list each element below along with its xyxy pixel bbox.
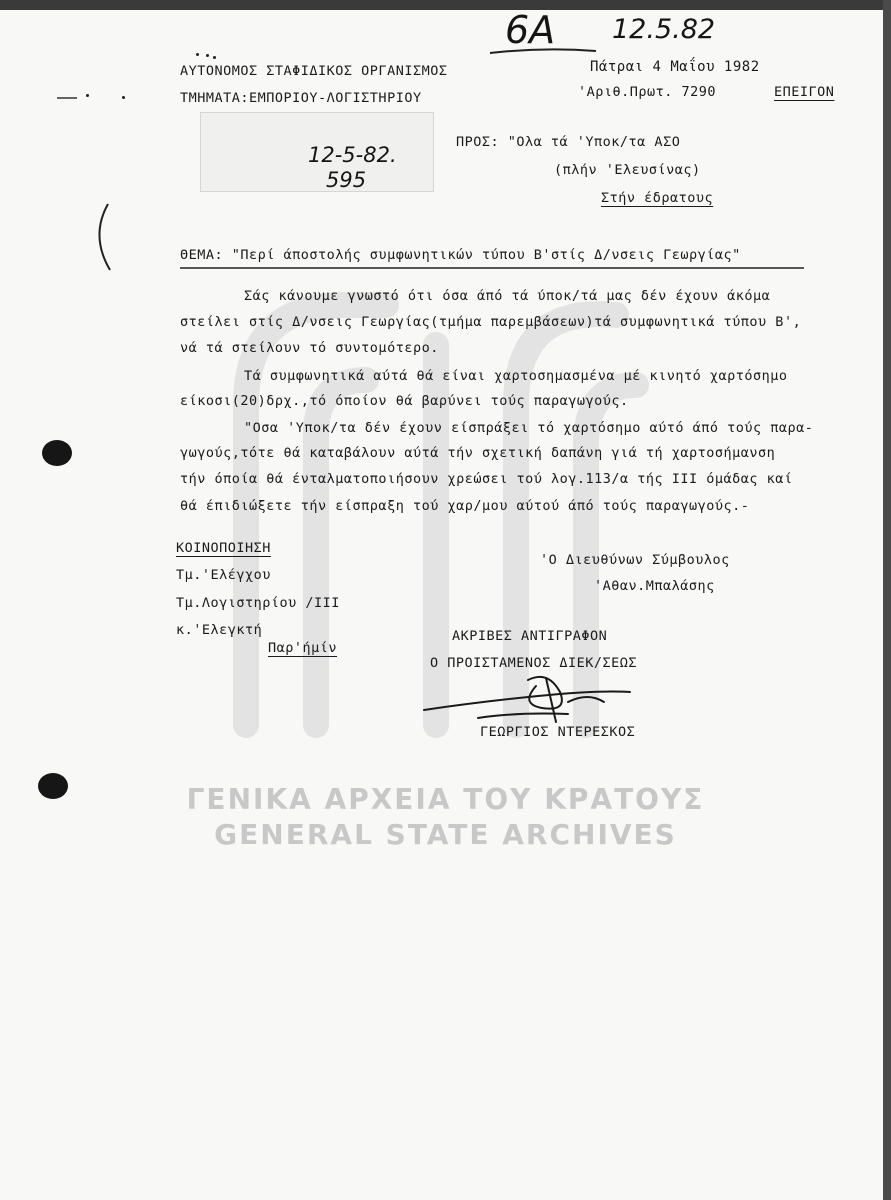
departments-line: ΤΜΗΜΑΤΑ:ΕΜΠΟΡΙΟΥ-ΛΟΓΙΣΤΗΡΙΟΥ bbox=[180, 90, 422, 106]
handwritten-date: 12.5.82 bbox=[612, 14, 716, 45]
notification-item-control: Τμ.'Ελέγχου bbox=[176, 567, 271, 583]
scan-speck bbox=[213, 56, 216, 59]
recipient-location: Στήν έδρατους bbox=[601, 190, 714, 206]
notification-note: Παρ'ήμίν bbox=[268, 640, 338, 656]
notification-item-auditor: κ.'Ελεγκτή bbox=[176, 622, 263, 638]
body-p2-line2: είκοσι(20)δρχ.,τό όποίον θά βαρύνει τούς παραγωγούς. bbox=[180, 393, 629, 409]
body-p1-line3: νά τά στείλουν τό συντομότερο. bbox=[180, 340, 439, 356]
archive-watermark-english: GENERAL STATE ARCHIVES bbox=[214, 818, 677, 851]
body-p3-line3: τήν όποία θά ένταλματοποιήσουν χρεώσει τού λογ.113/α τής ΙΙΙ όμάδας καί bbox=[180, 471, 793, 487]
handwritten-underline bbox=[488, 46, 598, 56]
scan-mark bbox=[55, 94, 85, 102]
body-p1-line2: στείλει στίς Δ/νσεις Γεωργίας(τμήμα παρεμβάσεων)τά συμφωνητικά τύπου Β', bbox=[180, 314, 802, 330]
stamp-date-handwritten: 12-5-82. bbox=[308, 143, 397, 167]
body-p3-line4: θά έπιδιώξετε τήν είσπραξη τού χαρ/μου αύτού άπό τούς παραγωγούς.- bbox=[180, 498, 750, 514]
scan-speck bbox=[196, 53, 199, 56]
scan-speck bbox=[86, 94, 89, 97]
signatory-name: 'Αθαν.Μπαλάσης bbox=[594, 578, 715, 594]
certified-copy-role: Ο ΠΡΟΙΣΤΑΜΕΝΟΣ ΔΙΕΚ/ΣΕΩΣ bbox=[430, 655, 638, 671]
recipient-exception: (πλήν 'Ελευσίνας) bbox=[554, 162, 701, 178]
organization-name: ΑΥΤΟΝΟΜΟΣ ΣΤΑΦΙΔΙΚΟΣ ΟΡΓΑΝΙΣΜΟΣ bbox=[180, 63, 448, 79]
recipient-line: ΠΡΟΣ: "Ολα τά 'Υποκ/τα ΑΣΟ bbox=[456, 134, 681, 150]
certified-copy-label: ΑΚΡΙΒΕΣ ΑΝΤΙΓΡΑΦΟΝ bbox=[452, 628, 608, 644]
body-p2-line1: Τά συμφωνητικά αύτά θά είναι χαρτοσημασμένα μέ κινητό χαρτόσημο bbox=[244, 368, 788, 384]
urgent-label: ΕΠΕΙΓΟΝ bbox=[774, 84, 835, 100]
scan-speck bbox=[122, 96, 125, 99]
notification-heading: ΚΟΙΝΟΠΟΙΗΣΗ bbox=[176, 540, 271, 556]
body-p1-line1: Σάς κάνουμε γνωστό ότι όσα άπό τά ύποκ/τά μας δέν έχουν άκόμα bbox=[244, 288, 771, 304]
place-date: Πάτραι 4 Μαΐου 1982 bbox=[590, 59, 760, 75]
protocol-number: 'Αριθ.Πρωτ. 7290 bbox=[578, 84, 717, 100]
scan-speck bbox=[206, 54, 209, 57]
subject-underline bbox=[178, 264, 808, 272]
signatory-title: 'Ο Διευθύνων Σύμβουλος bbox=[540, 552, 730, 568]
margin-bracket bbox=[86, 202, 116, 274]
certified-copy-name: ΓΕΩΡΓΙΟΣ ΝΤΕΡΕΣΚΟΣ bbox=[480, 724, 636, 740]
scan-edge-top bbox=[0, 0, 891, 10]
scan-edge-right bbox=[883, 0, 891, 1200]
body-p3-line1: "Οσα 'Υποκ/τα δέν έχουν είσπράξει τό χαρτόσημο αύτό άπό τούς παρα- bbox=[244, 420, 814, 436]
body-p3-line2: γωγούς,τότε θά καταβάλουν αύτά τήν σχετική δαπάνη γιά τή χαρτοσήμανση bbox=[180, 445, 776, 461]
archive-watermark-greek: ΓΕΝΙΚΑ ΑΡΧΕΙΑ ΤΟΥ ΚΡΑΤΟΥΣ bbox=[186, 783, 705, 816]
stamp-number-handwritten: 595 bbox=[326, 168, 367, 192]
handwritten-code: 6A bbox=[505, 8, 556, 52]
punch-hole-top bbox=[42, 440, 72, 466]
notification-item-accounting: Τμ.Λογιστηρίου /ΙΙΙ bbox=[176, 595, 340, 611]
subject-line: ΘΕΜΑ: "Περί άποστολής συμφωνητικών τύπου Β'στίς Δ/νσεις Γεωργίας" bbox=[180, 247, 741, 263]
